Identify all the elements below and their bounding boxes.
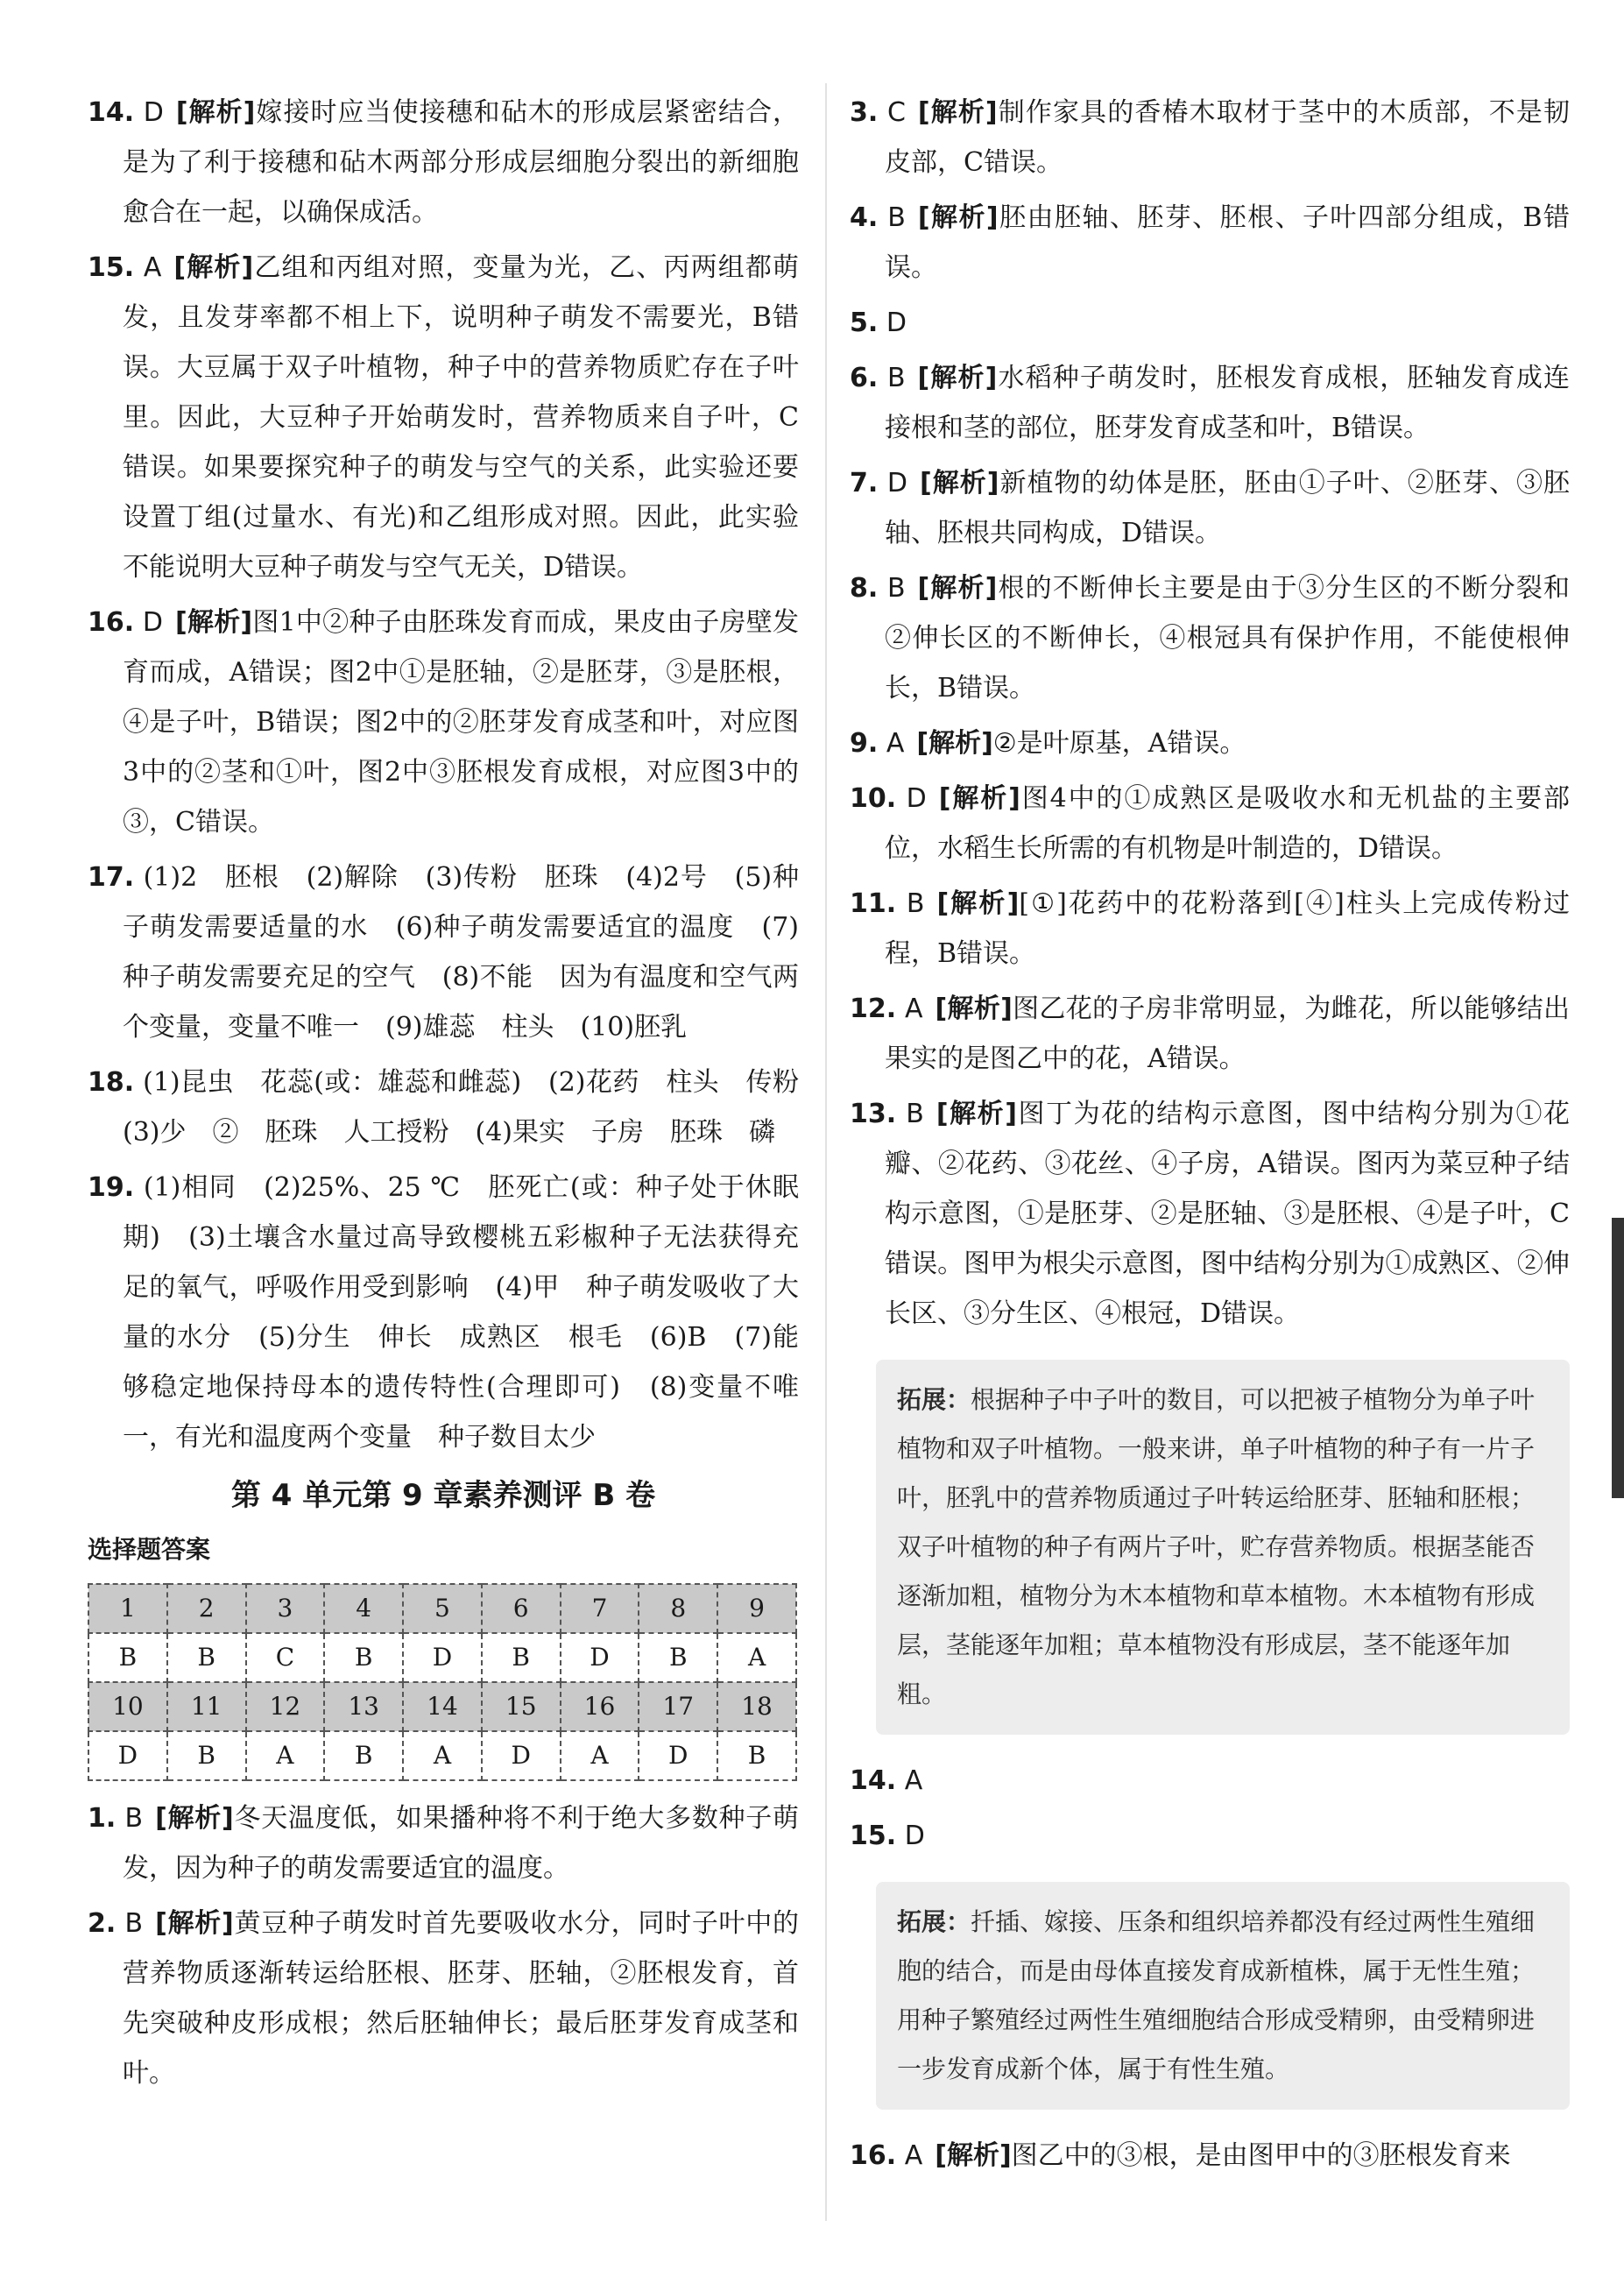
answer-subtitle: 选择题答案 bbox=[88, 1535, 211, 1564]
answer-text: (1)昆虫 花蕊(或：雄蕊和雌蕊) (2)花药 柱头 传粉 (3)少 ② 胚珠 人工授粉 (4)果实 子房 胚珠 磷 bbox=[123, 1067, 825, 1148]
answer-item bbox=[850, 774, 1570, 873]
answer-letter: B bbox=[887, 202, 906, 233]
analysis-tag: [解析] bbox=[935, 2140, 1012, 2171]
extension-label: 拓展： bbox=[897, 1907, 971, 1936]
table-cell: 8 bbox=[639, 1584, 717, 1633]
answer-letter: B bbox=[906, 1099, 924, 1129]
table-cell: 13 bbox=[324, 1682, 403, 1731]
right-column bbox=[850, 88, 1570, 2186]
answer-item bbox=[88, 1163, 799, 1462]
answer-item bbox=[850, 193, 1570, 293]
extension-label: 拓展： bbox=[897, 1385, 971, 1414]
analysis-tag: [解析] bbox=[917, 573, 998, 604]
question-number: 18. bbox=[88, 1067, 135, 1098]
question-number: 14. bbox=[850, 1765, 897, 1796]
page-edge-tab bbox=[1612, 1218, 1624, 1498]
question-number: 16. bbox=[850, 2140, 897, 2171]
table-cell: 5 bbox=[403, 1584, 482, 1633]
table-cell: D bbox=[482, 1731, 561, 1780]
table-cell: 14 bbox=[403, 1682, 482, 1731]
question-number: 15. bbox=[850, 1821, 897, 1851]
answer-item bbox=[850, 298, 1570, 348]
question-number: 1. bbox=[88, 1803, 117, 1834]
table-cell: 10 bbox=[88, 1682, 167, 1731]
table-cell: B bbox=[167, 1633, 246, 1682]
answer-letter: A bbox=[904, 2140, 923, 2171]
table-cell: 1 bbox=[88, 1584, 167, 1633]
answer-text: (1)相同 (2)25%、25 ℃ 胚死亡(或：种子处于休眠期) (3)土壤含水量过高导致樱桃五彩椒种子无法获得充足的氧气，呼吸作用受到影响 (4)甲 种子萌发吸收了大量的水分 (5)分生 伸长 成熟区 根毛 (6)B (7)能够稳定地保持母本的遗传特性(合理即可) (8)变量不唯一，有光和温度两个变量 种子数目太少 bbox=[123, 1172, 799, 1453]
question-number: 13. bbox=[850, 1099, 897, 1129]
answer-item bbox=[850, 2131, 1570, 2181]
table-cell: B bbox=[324, 1633, 403, 1682]
question-number: 14. bbox=[88, 97, 135, 128]
answer-item bbox=[88, 852, 799, 1052]
answer-letter: A bbox=[143, 252, 162, 283]
analysis-tag: [解析] bbox=[175, 97, 256, 128]
answer-text: 冬天温度低，如果播种将不利于绝大多数种子萌发，因为种子的萌发需要适宜的温度。 bbox=[123, 1803, 800, 1884]
table-cell: 9 bbox=[717, 1584, 796, 1633]
table-row-numbers-1 bbox=[88, 1584, 796, 1633]
answer-letter: A bbox=[905, 994, 923, 1024]
answer-item bbox=[850, 984, 1570, 1084]
question-number: 5. bbox=[850, 308, 879, 338]
answer-text: 乙组和丙组对照，变量为光，乙、丙两组都萌发，且发芽率都不相上下，说明种子萌发不需要光，B错误。大豆属于双子叶植物，种子中的营养物质贮存在子叶里。因此，大豆种子开始萌发时，营养物质来自子叶，C错误。如果要探究种子的萌发与空气的关系，此实验还要设置丁组(过量水、有光)和乙组形成对照。因此，此实验不能说明大豆种子萌发与空气无关，D错误。 bbox=[123, 252, 800, 583]
left-column bbox=[88, 88, 825, 2104]
answer-letter: B bbox=[886, 573, 906, 604]
analysis-tag: [解析] bbox=[173, 252, 254, 283]
answer-item bbox=[88, 1057, 825, 1157]
answer-item bbox=[88, 598, 799, 847]
answer-item bbox=[850, 1811, 1570, 1861]
answer-text: 嫁接时应当使接穗和砧木的形成层紧密结合，是为了利于接穗和砧木两部分形成层细胞分裂出的新细胞愈合在一起，以确保成活。 bbox=[123, 97, 800, 228]
table-cell: D bbox=[561, 1633, 639, 1682]
answer-text: [①]花药中的花粉落到[④]柱头上完成传粉过程，B错误。 bbox=[885, 888, 1570, 969]
question-number: 16. bbox=[88, 607, 135, 638]
extension-box-2 bbox=[876, 1882, 1570, 2110]
answer-letter: B bbox=[124, 1908, 144, 1939]
table-cell: B bbox=[639, 1633, 717, 1682]
section-title: 第 4 单元第 9 章素养测评 B 卷 bbox=[230, 1478, 656, 1513]
table-cell: 18 bbox=[717, 1682, 796, 1731]
analysis-tag: [解析] bbox=[155, 1803, 234, 1834]
question-number: 3. bbox=[850, 97, 879, 128]
table-cell: 4 bbox=[324, 1584, 403, 1633]
answer-text: 图4中的①成熟区是吸收水和无机盐的主要部位，水稻生长所需的有机物是叶制造的，D错误。 bbox=[885, 783, 1571, 864]
table-cell: 7 bbox=[561, 1584, 639, 1633]
question-number: 8. bbox=[850, 573, 879, 604]
analysis-tag: [解析] bbox=[917, 363, 998, 393]
extension-text: 扦插、嫁接、压条和组织培养都没有经过两性生殖细胞的结合，而是由母体直接发育成新植株，属于无性生殖；用种子繁殖经过两性生殖细胞结合形成受精卵，由受精卵进一步发育成新个体，属于有性生殖。 bbox=[897, 1907, 1536, 2083]
table-cell: A bbox=[717, 1633, 796, 1682]
analysis-tag: [解析] bbox=[155, 1908, 234, 1939]
table-cell: A bbox=[561, 1731, 639, 1780]
answer-text: 水稻种子萌发时，胚根发育成根，胚轴发育成连接根和茎的部位，胚芽发育成茎和叶，B错误。 bbox=[885, 363, 1571, 443]
question-number: 17. bbox=[88, 862, 135, 893]
table-cell: A bbox=[403, 1731, 482, 1780]
table-cell: 6 bbox=[482, 1584, 561, 1633]
table-row-answers-2 bbox=[88, 1731, 796, 1780]
answer-text: 图丁为花的结构示意图，图中结构分别为①花瓣、②花药、③花丝、④子房，A错误。图丙为菜豆种子结构示意图，①是胚芽、②是胚轴、③是胚根、④是子叶，C错误。图甲为根尖示意图，图中结构分别为①成熟区、②伸长区、③分生区、④根冠，D错误。 bbox=[885, 1099, 1571, 1329]
column-divider bbox=[825, 83, 827, 2221]
answer-text: 图乙花的子房非常明显，为雌花，所以能够结出果实的是图乙中的花，A错误。 bbox=[885, 994, 1571, 1074]
table-cell: B bbox=[482, 1633, 561, 1682]
table-cell: B bbox=[88, 1633, 167, 1682]
answer-text: ②是叶原基，A错误。 bbox=[992, 728, 1246, 759]
question-number: 2. bbox=[88, 1908, 117, 1939]
table-cell: B bbox=[717, 1731, 796, 1780]
answer-item bbox=[850, 879, 1570, 979]
answer-letter: B bbox=[886, 363, 906, 393]
answer-letter: D bbox=[142, 607, 164, 638]
question-number: 10. bbox=[850, 783, 897, 814]
analysis-tag: [解析] bbox=[919, 468, 999, 499]
answer-text: 图乙中的③根，是由图甲中的③胚根发育来 bbox=[1011, 2140, 1511, 2171]
answer-letter: D bbox=[143, 97, 164, 128]
question-number: 19. bbox=[88, 1172, 135, 1203]
answer-item bbox=[850, 88, 1570, 187]
answer-letter: B bbox=[906, 888, 925, 919]
answer-item bbox=[850, 1089, 1570, 1339]
answer-item bbox=[850, 458, 1570, 558]
answer-item bbox=[850, 1756, 1570, 1806]
table-cell: C bbox=[246, 1633, 325, 1682]
extension-text: 根据种子中子叶的数目，可以把被子植物分为单子叶植物和双子叶植物。一般来讲，单子叶植物的种子有一片子叶，胚乳中的营养物质通过子叶转运给胚芽、胚轴和胚根；双子叶植物的种子有两片子叶，贮存营养物质。根据茎能否逐渐加粗，植物分为木本植物和草本植物。木本植物有形成层，茎能逐年加粗；草本植物没有形成层，茎不能逐年加粗。 bbox=[897, 1385, 1536, 1708]
answer-text: 图1中②种子由胚珠发育而成，果皮由子房壁发育而成，A错误；图2中①是胚轴，②是胚芽，③是胚根，④是子叶，B错误；图2中的②胚芽发育成茎和叶，对应图3中的②茎和①叶，图2中③胚根发育成根，对应图3中的③，C错误。 bbox=[123, 607, 799, 838]
answer-item bbox=[850, 563, 1570, 713]
table-cell: 3 bbox=[246, 1584, 325, 1633]
answer-letter: D bbox=[904, 1821, 925, 1851]
answer-letter: B bbox=[124, 1803, 144, 1834]
table-cell: B bbox=[167, 1731, 246, 1780]
answer-letter: D bbox=[886, 308, 907, 338]
analysis-tag: [解析] bbox=[935, 994, 1013, 1024]
answer-letter: C bbox=[886, 97, 906, 128]
analysis-tag: [解析] bbox=[916, 728, 993, 759]
answer-item bbox=[88, 1793, 799, 1893]
table-cell: 15 bbox=[482, 1682, 561, 1731]
question-number: 6. bbox=[850, 363, 879, 393]
analysis-tag: [解析] bbox=[936, 888, 1020, 919]
table-cell: D bbox=[88, 1731, 167, 1780]
answer-text: (1)2 胚根 (2)解除 (3)传粉 胚珠 (4)2号 (5)种子萌发需要适量的水 (6)种子萌发需要适宜的温度 (7)种子萌发需要充足的空气 (8)不能 因为有温度和空气两个变量，变量不唯一 (9)雄蕊 柱头 (10)胚乳 bbox=[123, 862, 799, 1043]
table-cell: B bbox=[324, 1731, 403, 1780]
answer-item bbox=[88, 243, 799, 592]
table-cell: 12 bbox=[246, 1682, 325, 1731]
answer-text: 胚由胚轴、胚芽、胚根、子叶四部分组成，B错误。 bbox=[885, 202, 1571, 283]
question-number: 7. bbox=[850, 468, 879, 499]
extension-box-1 bbox=[876, 1360, 1570, 1735]
question-number: 4. bbox=[850, 202, 879, 233]
table-row-numbers-2 bbox=[88, 1682, 796, 1731]
analysis-tag: [解析] bbox=[936, 1099, 1017, 1129]
table-cell: D bbox=[639, 1731, 717, 1780]
answer-text: 黄豆种子萌发时首先要吸收水分，同时子叶中的营养物质逐渐转运给胚根、胚芽、胚轴，②胚根发育，首先突破种皮形成根；然后胚轴伸长；最后胚芽发育成茎和叶。 bbox=[123, 1908, 800, 2089]
answer-letter: A bbox=[886, 728, 905, 759]
analysis-tag: [解析] bbox=[175, 607, 253, 638]
answer-letter: D bbox=[906, 783, 927, 814]
answer-text: 制作家具的香椿木取材于茎中的木质部，不是韧皮部，C错误。 bbox=[885, 97, 1571, 178]
table-cell: 2 bbox=[167, 1584, 246, 1633]
table-cell: 11 bbox=[167, 1682, 246, 1731]
analysis-tag: [解析] bbox=[917, 97, 998, 128]
answer-text: 根的不断伸长主要是由于③分生区的不断分裂和②伸长区的不断伸长，④根冠具有保护作用，不能使根伸长，B错误。 bbox=[885, 573, 1571, 704]
question-number: 15. bbox=[88, 252, 135, 283]
question-number: 11. bbox=[850, 888, 897, 919]
analysis-tag: [解析] bbox=[938, 783, 1020, 814]
answer-letter: D bbox=[886, 468, 907, 499]
answer-table bbox=[88, 1583, 797, 1781]
question-number: 9. bbox=[850, 728, 879, 759]
answer-item bbox=[88, 1899, 799, 2098]
answer-item bbox=[850, 718, 1570, 768]
question-number: 12. bbox=[850, 994, 897, 1024]
answer-text: 新植物的幼体是胚，胚由①子叶、②胚芽、③胚轴、胚根共同构成，D错误。 bbox=[885, 468, 1570, 548]
table-cell: D bbox=[403, 1633, 482, 1682]
answer-item bbox=[88, 88, 799, 237]
table-cell: 17 bbox=[639, 1682, 717, 1731]
answer-item bbox=[850, 353, 1570, 453]
analysis-tag: [解析] bbox=[917, 202, 999, 233]
table-cell: 16 bbox=[561, 1682, 639, 1731]
answer-letter: A bbox=[904, 1765, 923, 1796]
table-cell: A bbox=[246, 1731, 325, 1780]
table-row-answers-1 bbox=[88, 1633, 796, 1682]
